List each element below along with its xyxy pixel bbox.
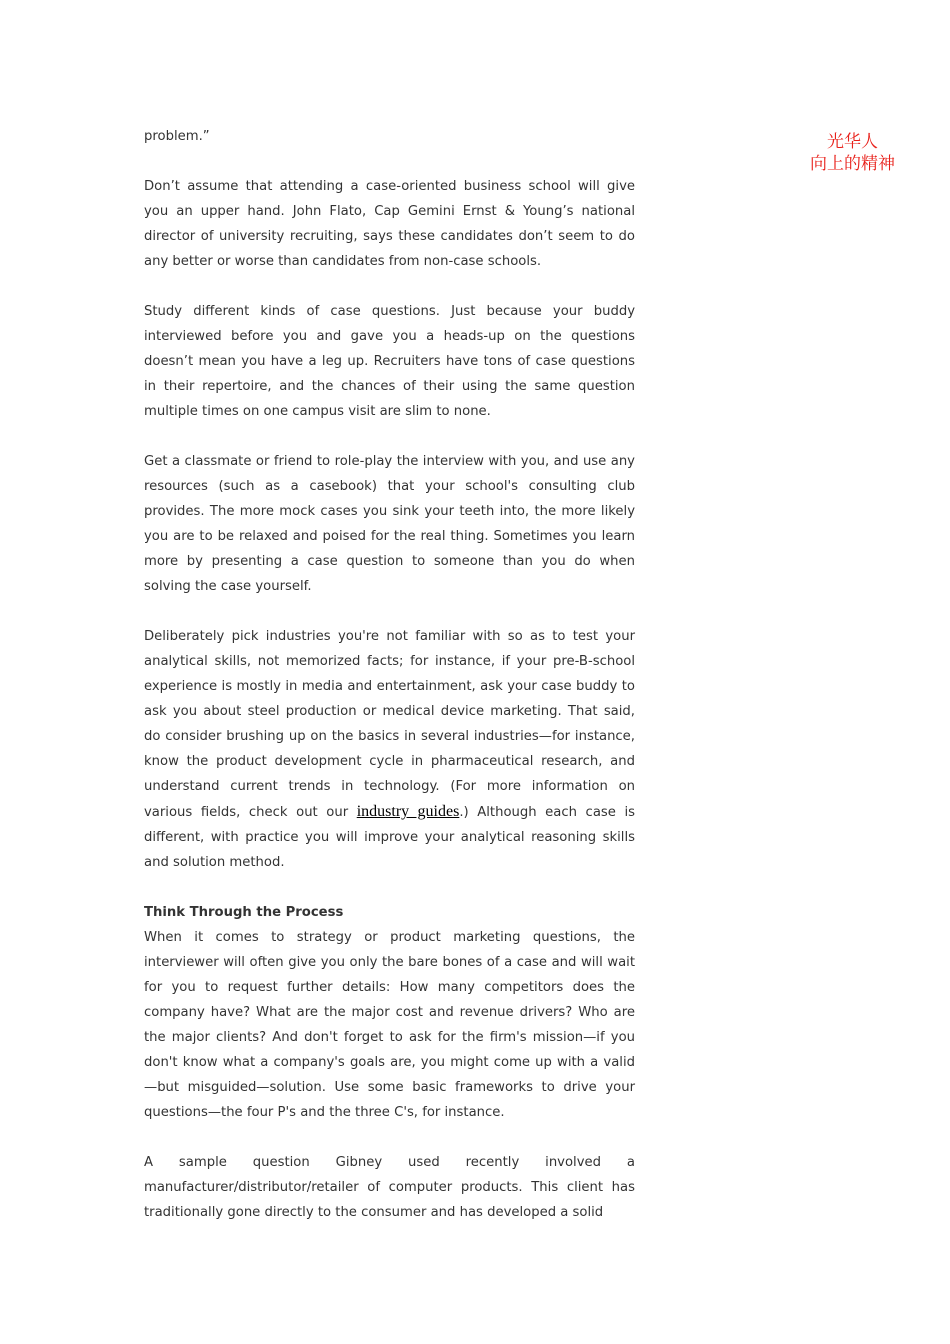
paragraph-0: problem.” [144,129,210,144]
stamp-line-2: 向上的精神 [810,154,895,174]
industry-guides-link[interactable]: industry guides [356,803,460,820]
paragraph-4 [144,624,635,875]
paragraph-4-text-start: Deliberately pick industries you're not familiar with so as to test your analytical skills, not memorized facts; for instance, if your pre-B-school experience is mostly in media and entertainment, ask your case buddy to ask you about steel production or medical device marketing. That said, do consider brushing up on the basics in several industries—for instance, know the product development cycle in pharmaceutical research, and understand current trends in technology. (For more information on various fields, check out our [144,629,635,820]
paragraph-1: Don’t assume that attending a case-oriented business school will give you an upper hand. John Flato, Cap Gemini Ernst & Young’s national director of university recruiting, says these candidates don’t seem to do any better or worse than candidates from non-case schools. [144,179,635,269]
paragraph-2: Study different kinds of case questions. Just because your buddy interviewed before you and gave you a heads-up on the questions doesn’t mean you have a leg up. Recruiters have tons of case questions in their repertoire, and the chances of their using the same question multiple times on one campus visit are slim to none. [144,304,635,419]
section-heading: Think Through the Process [144,905,344,920]
header-stamp [790,131,915,175]
paragraph-3: Get a classmate or friend to role-play the interview with you, and use any resources (such as a casebook) that your school's consulting club provides. The more mock cases you sink your teeth into, the more likely you are to be relaxed and poised for the real thing. Sometimes you learn more by presenting a case question to someone than you do when solving the case yourself. [144,454,635,594]
paragraph-6: A sample question Gibney used recently involved a manufacturer/distributor/retailer of computer products. This client has traditionally gone directly to the consumer and has developed a solid [144,1155,635,1220]
paragraph-4-text-end: .) Although each case is different, with practice you will improve your analytical reasoning skills and solution method. [144,805,635,870]
stamp-line-1: 光华人 [827,132,878,152]
paragraph-5: When it comes to strategy or product marketing questions, the interviewer will often give you only the bare bones of a case and will wait for you to request further details: How many competitors does the company have? What are the major cost and revenue drivers? Who are the major clients? And don't forget to ask for the firm's mission—if you don't know what a company's goals are, you might come up with a valid—but misguided—solution. Use some basic frameworks to drive your questions—the four P's and the three C's, for instance. [144,930,635,1120]
document-body [144,124,635,1225]
